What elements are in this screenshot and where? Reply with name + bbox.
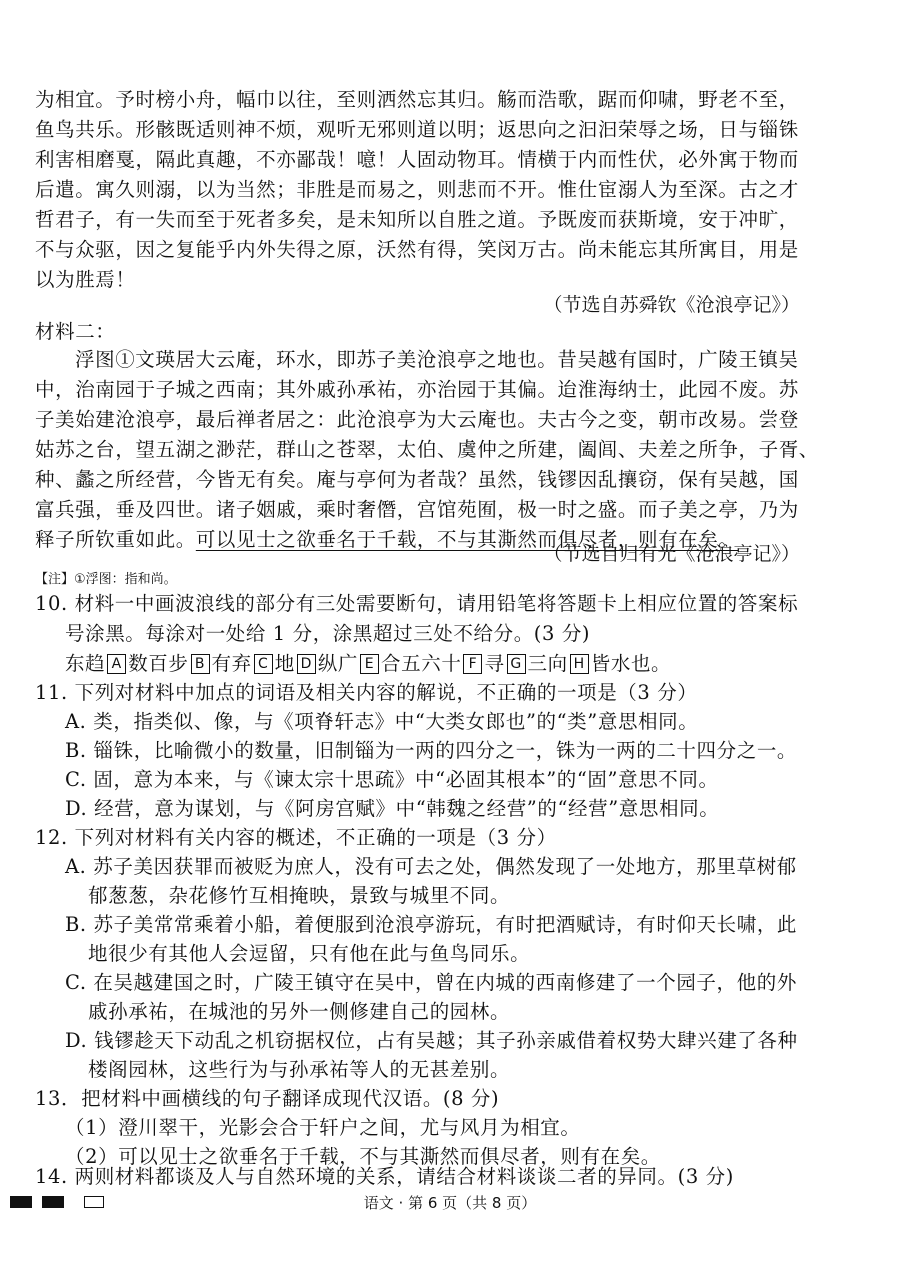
q10-segment: 三向 [527, 652, 568, 675]
material1-line-4: 后遣。寓久则溺，以为当然；非胜是而易之，则悲而不开。惟仕宦溺人为至深。古之才 [35, 178, 799, 201]
q12-option-c-line-1: C. 在吴越建国之时，广陵王镇守在吴中，曾在内城的西南修建了一个园子，他的外 [65, 971, 797, 994]
material2-line-5: 种、蠡之所经营，今皆无有矣。庵与亭何为者哉？虽然，钱镠因乱攘窃，保有吴越，国 [35, 468, 799, 491]
q12-option-b-line-2: 地很少有其他人会逗留，只有他在此与鱼鸟同乐。 [88, 942, 531, 965]
q10-box-g[interactable]: G [507, 654, 526, 674]
q10-stem-line-1: 10. 材料一中画波浪线的部分有三处需要断句，请用铅笔将答题卡上相应位置的答案标 [35, 592, 799, 615]
q10-segment: 合五六十 [381, 652, 462, 675]
q12-option-d-line-1: D. 钱镠趁天下动乱之机窃据权位，占有吴越；其子孙亲戚借着权势大肆兴建了各种 [65, 1029, 798, 1052]
material1-source: （节选自苏舜钦《沧浪亭记》） [543, 294, 800, 316]
q10-box-h[interactable]: H [570, 654, 589, 674]
page-footer [0, 1188, 900, 1218]
material1-line-1: 为相宜。予时榜小舟，幅巾以往，至则洒然忘其归。觞而浩歌，踞而仰啸，野老不至， [35, 88, 799, 111]
q10-segment: 寻 [484, 652, 505, 675]
material2-line-1: 浮图①文瑛居大云庵，环水，即苏子美沧浪亭之地也。昔吴越有国时，广陵王镇吴 [75, 348, 799, 371]
material2-line-2: 中，治南园于子城之西南；其外戚孙承祐，亦治园于其偏。迨淮海纳士，此园不废。苏 [35, 378, 799, 401]
q10-segment: 皆水也。 [590, 652, 672, 675]
q10-box-e[interactable]: E [360, 654, 379, 674]
q10-box-b[interactable]: B [191, 654, 210, 674]
q10-segment: 有弃 [211, 652, 252, 675]
q12-option-b-line-1: B. 苏子美常常乘着小船，着便服到沧浪亭游玩，有时把酒赋诗，有时仰天长啸，此 [65, 913, 798, 936]
q12-stem: 12. 下列对材料有关内容的概述，不正确的一项是（3 分） [35, 826, 557, 849]
q10-box-a[interactable]: A [107, 654, 126, 674]
material2-line-6: 富兵强，垂及四世。诸子姻戚，乘时奢僭，宫馆苑囿，极一时之盛。而子美之亭，乃为 [35, 498, 799, 521]
q10-box-c[interactable]: C [254, 654, 273, 674]
material1-line-6: 不与众驱，因之复能乎内外失得之原，沃然有得，笑闵万古。尚未能忘其所寓目，用是 [35, 238, 799, 261]
material2-last-plain: 释子所钦重如此。 [35, 528, 196, 551]
q12-option-d-line-2: 楼阁园林，这些行为与孙承祐等人的无甚差别。 [88, 1058, 511, 1081]
underlined-sentence: 可以见士之欲垂名于千载，不与其澌然而俱尽者，则有在矣。 [195, 528, 739, 551]
q13-item-2: （2）可以见士之欲垂名于千载，不与其澌然而俱尽者，则有在矣。 [65, 1145, 661, 1168]
material1-line-2: 鱼鸟共乐。形骸既适则神不烦，观听无邪则道以明；返思向之汩汩荣辱之场，日与锱铢 [35, 118, 799, 141]
q11-option-b: B. 锱铢，比喻微小的数量，旧制锱为一两的四分之一，铢为一两的二十四分之一。 [65, 739, 798, 762]
q10-box-d[interactable]: D [297, 654, 316, 674]
q11-option-c: C. 固，意为本来，与《谏太宗十思疏》中“必固其根本”的“固”意思不同。 [65, 768, 719, 791]
material2-heading: 材料二： [35, 320, 116, 343]
q14-stem: 14. 两则材料都谈及人与自然环境的关系，请结合材料谈谈二者的异同。(3 分) [35, 1165, 734, 1188]
q10-segment: 纵广 [317, 652, 359, 675]
q10-box-f[interactable]: F [463, 654, 482, 674]
q10-segment: 地 [274, 652, 295, 675]
q10-break-options [65, 650, 671, 678]
q13-stem: 13．把材料中画横线的句子翻译成现代汉语。(8 分) [35, 1087, 500, 1110]
q10-segment: 数百步 [128, 652, 189, 675]
q11-option-d: D. 经营，意为谋划，与《阿房宫赋》中“韩魏之经营”的“经营”意思相同。 [65, 797, 720, 820]
footnote: 【注】①浮图：指和尚。 [35, 572, 177, 587]
material1-line-3: 利害相磨戛，隔此真趣，不亦鄙哉！噫！人固动物耳。情横于内而性伏，必外寓于物而 [35, 148, 799, 171]
q10-segment: 东趋 [65, 652, 106, 675]
q10-stem-line-2: 号涂黑。每涂对一处给 1 分，涂黑超过三处不给分。(3 分) [65, 622, 591, 645]
material1-line-5: 哲君子，有一失而至于死者多矣，是未知所以自胜之道。予既废而获斯境，安于冲旷， [35, 208, 799, 231]
q12-option-a-line-2: 郁葱葱，杂花修竹互相掩映，景致与城里不同。 [88, 884, 511, 907]
q11-option-a: A. 类，指类似、像，与《项脊轩志》中“大类女郎也”的“类”意思相同。 [65, 710, 699, 733]
material1-line-7: 以为胜焉！ [35, 268, 136, 291]
q12-option-c-line-2: 戚孙承祐，在城池的另外一侧修建自己的园林。 [88, 1000, 511, 1023]
q12-option-a-line-1: A. 苏子美因获罪而被贬为庶人，没有可去之处，偶然发现了一处地方，那里草树郁 [65, 855, 797, 878]
q11-stem: 11. 下列对材料中加点的词语及相关内容的解说，不正确的一项是（3 分） [35, 681, 698, 704]
material2-source: （节选自归有光《沧浪亭记》） [543, 543, 800, 565]
q13-item-1: （1）澄川翠干，光影会合于轩户之间，尤与风月为相宜。 [65, 1116, 581, 1139]
material2-line-3: 子美始建沧浪亭，最后禅者居之：此沧浪亭为大云庵也。夫古今之变，朝市改易。尝登 [35, 408, 799, 431]
material2-line-4: 姑苏之台，望五湖之渺茫，群山之苍翠，太伯、虞仲之所建，阖闾、夫差之所争，子胥、 [35, 438, 819, 461]
page-number: 语文 · 第 6 页（共 8 页） [363, 1194, 537, 1212]
